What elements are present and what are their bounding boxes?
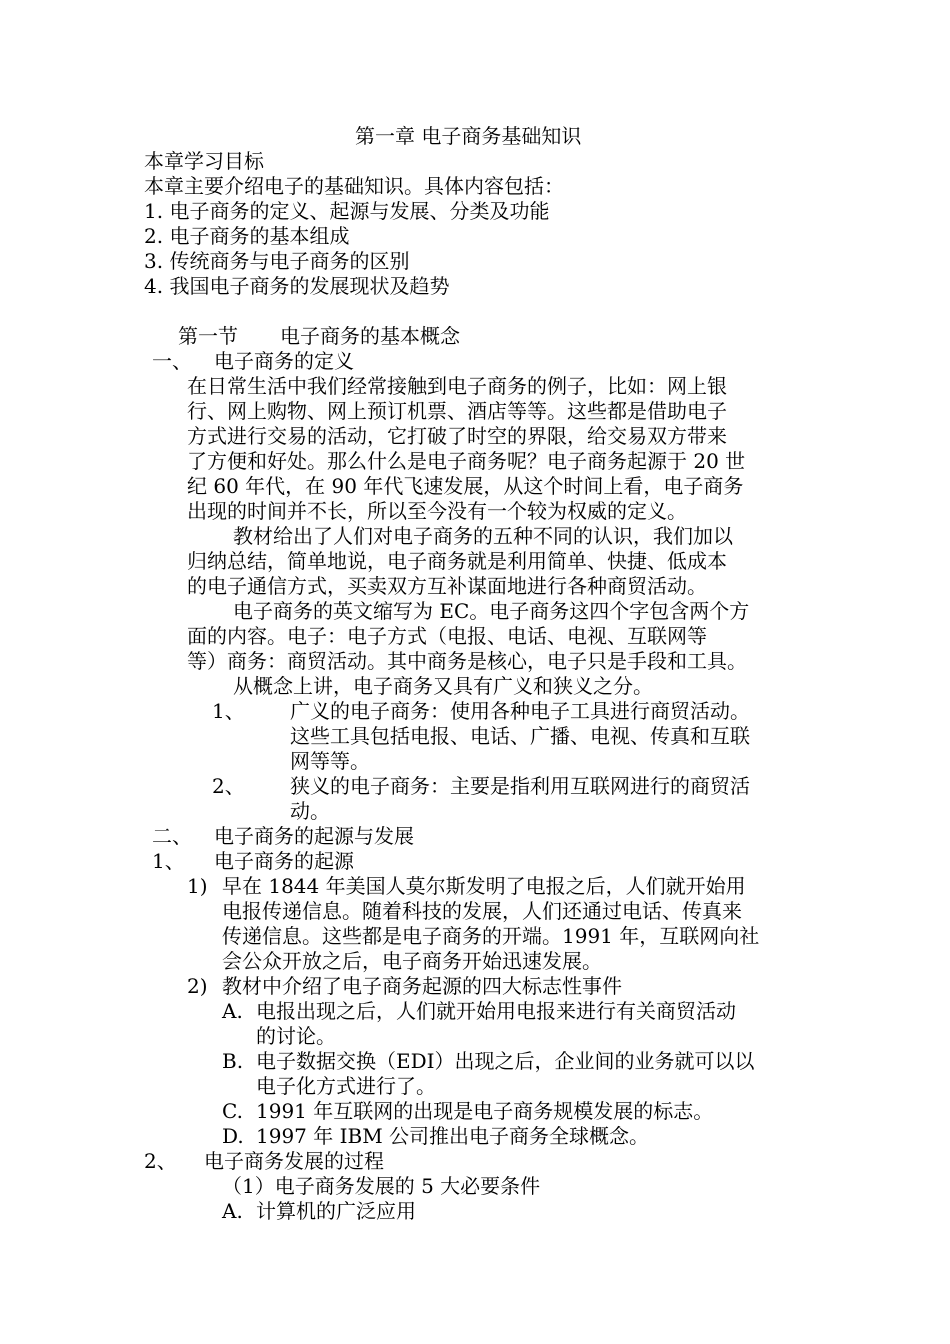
event-line: 电子化方式进行了。 bbox=[256, 1074, 436, 1098]
chapter-title: 第一章 电子商务基础知识 bbox=[355, 124, 582, 148]
event-label: D. bbox=[222, 1124, 244, 1148]
event-label: C. bbox=[222, 1099, 243, 1123]
event-line: 的讨论。 bbox=[256, 1024, 336, 1048]
list-item-line: 这些工具包括电报、电话、广播、电视、传真和互联 bbox=[290, 724, 750, 748]
sub-number: 2、 bbox=[144, 1149, 177, 1173]
goals-item: 1. 电子商务的定义、起源与发展、分类及功能 bbox=[144, 199, 550, 223]
event-line: 电子数据交换（EDI）出现之后，企业间的业务就可以以 bbox=[256, 1049, 755, 1073]
event-label: A. bbox=[222, 999, 243, 1023]
paragraph-line: 从概念上讲，电子商务又具有广义和狭义之分。 bbox=[233, 674, 653, 698]
point-number: 1) bbox=[187, 874, 208, 898]
list-item-line: 网等等。 bbox=[290, 749, 370, 773]
paragraph-line: 方式进行交易的活动，它打破了时空的界限，给交易双方带来 bbox=[187, 424, 727, 448]
list-item-line: 广义的电子商务：使用各种电子工具进行商贸活动。 bbox=[290, 699, 750, 723]
subsection-title: 电子商务的起源与发展 bbox=[214, 824, 414, 848]
paragraph-line: 等）商务：商贸活动。其中商务是核心，电子只是手段和工具。 bbox=[187, 649, 747, 673]
point-line: 早在 1844 年美国人莫尔斯发明了电报之后，人们就开始用 bbox=[222, 874, 746, 898]
paragraph-line: 出现的时间并不长，所以至今没有一个较为权威的定义。 bbox=[187, 499, 687, 523]
event-label: A. bbox=[222, 1199, 243, 1223]
event-line: 1997 年 IBM 公司推出电子商务全球概念。 bbox=[256, 1124, 650, 1148]
event-line: 1991 年互联网的出现是电子商务规模发展的标志。 bbox=[256, 1099, 714, 1123]
subsection-number: 二、 bbox=[152, 824, 192, 848]
event-line: 电报出现之后，人们就开始用电报来进行有关商贸活动 bbox=[256, 999, 736, 1023]
point-line: 教材中介绍了电子商务起源的四大标志性事件 bbox=[222, 974, 622, 998]
paragraph-line: 纪 60 年代，在 90 年代飞速发展，从这个时间上看，电子商务 bbox=[187, 474, 744, 498]
list-item-line: 动。 bbox=[290, 799, 330, 823]
paragraph-line: 的电子通信方式，买卖双方互补谋面地进行各种商贸活动。 bbox=[187, 574, 707, 598]
goals-heading: 本章学习目标 bbox=[144, 149, 264, 173]
paragraph-line: 面的内容。电子：电子方式（电报、电话、电视、互联网等 bbox=[187, 624, 707, 648]
list-number: 1、 bbox=[212, 699, 245, 723]
point-line: 传递信息。这些都是电子商务的开端。1991 年，互联网向社 bbox=[222, 924, 760, 948]
subsection-number: 一、 bbox=[152, 349, 192, 373]
paragraph-line: 在日常生活中我们经常接触到电子商务的例子，比如：网上银 bbox=[187, 374, 727, 398]
list-item-line: 狭义的电子商务：主要是指利用互联网进行的商贸活 bbox=[290, 774, 750, 798]
point-line: 电报传递信息。随着科技的发展，人们还通过电话、传真来 bbox=[222, 899, 742, 923]
sub-number: 1、 bbox=[152, 849, 185, 873]
section-label: 第一节 bbox=[178, 324, 238, 348]
paragraph-line: 了方便和好处。那么什么是电子商务呢？电子商务起源于 20 世 bbox=[187, 449, 746, 473]
condition-item: 计算机的广泛应用 bbox=[256, 1199, 416, 1223]
point-line: 会公众开放之后，电子商务开始迅速发展。 bbox=[222, 949, 602, 973]
goals-item: 2. 电子商务的基本组成 bbox=[144, 224, 350, 248]
goals-item: 4. 我国电子商务的发展现状及趋势 bbox=[144, 274, 450, 298]
goals-intro: 本章主要介绍电子的基础知识。具体内容包括： bbox=[144, 174, 564, 198]
subsection-title: 电子商务的定义 bbox=[214, 349, 354, 373]
paragraph-line: 电子商务的英文缩写为 EC。电子商务这四个字包含两个方 bbox=[233, 599, 750, 623]
goals-item: 3. 传统商务与电子商务的区别 bbox=[144, 249, 410, 273]
point-number: 2) bbox=[187, 974, 208, 998]
sub-title: 电子商务发展的过程 bbox=[204, 1149, 384, 1173]
event-label: B. bbox=[222, 1049, 244, 1073]
condition-heading: （1）电子商务发展的 5 大必要条件 bbox=[222, 1174, 541, 1198]
paragraph-line: 行、网上购物、网上预订机票、酒店等等。这些都是借助电子 bbox=[187, 399, 727, 423]
section-title: 电子商务的基本概念 bbox=[280, 324, 460, 348]
paragraph-line: 归纳总结，简单地说，电子商务就是利用简单、快捷、低成本 bbox=[187, 549, 727, 573]
paragraph-line: 教材给出了人们对电子商务的五种不同的认识，我们加以 bbox=[233, 524, 733, 548]
list-number: 2、 bbox=[212, 774, 245, 798]
sub-title: 电子商务的起源 bbox=[214, 849, 354, 873]
